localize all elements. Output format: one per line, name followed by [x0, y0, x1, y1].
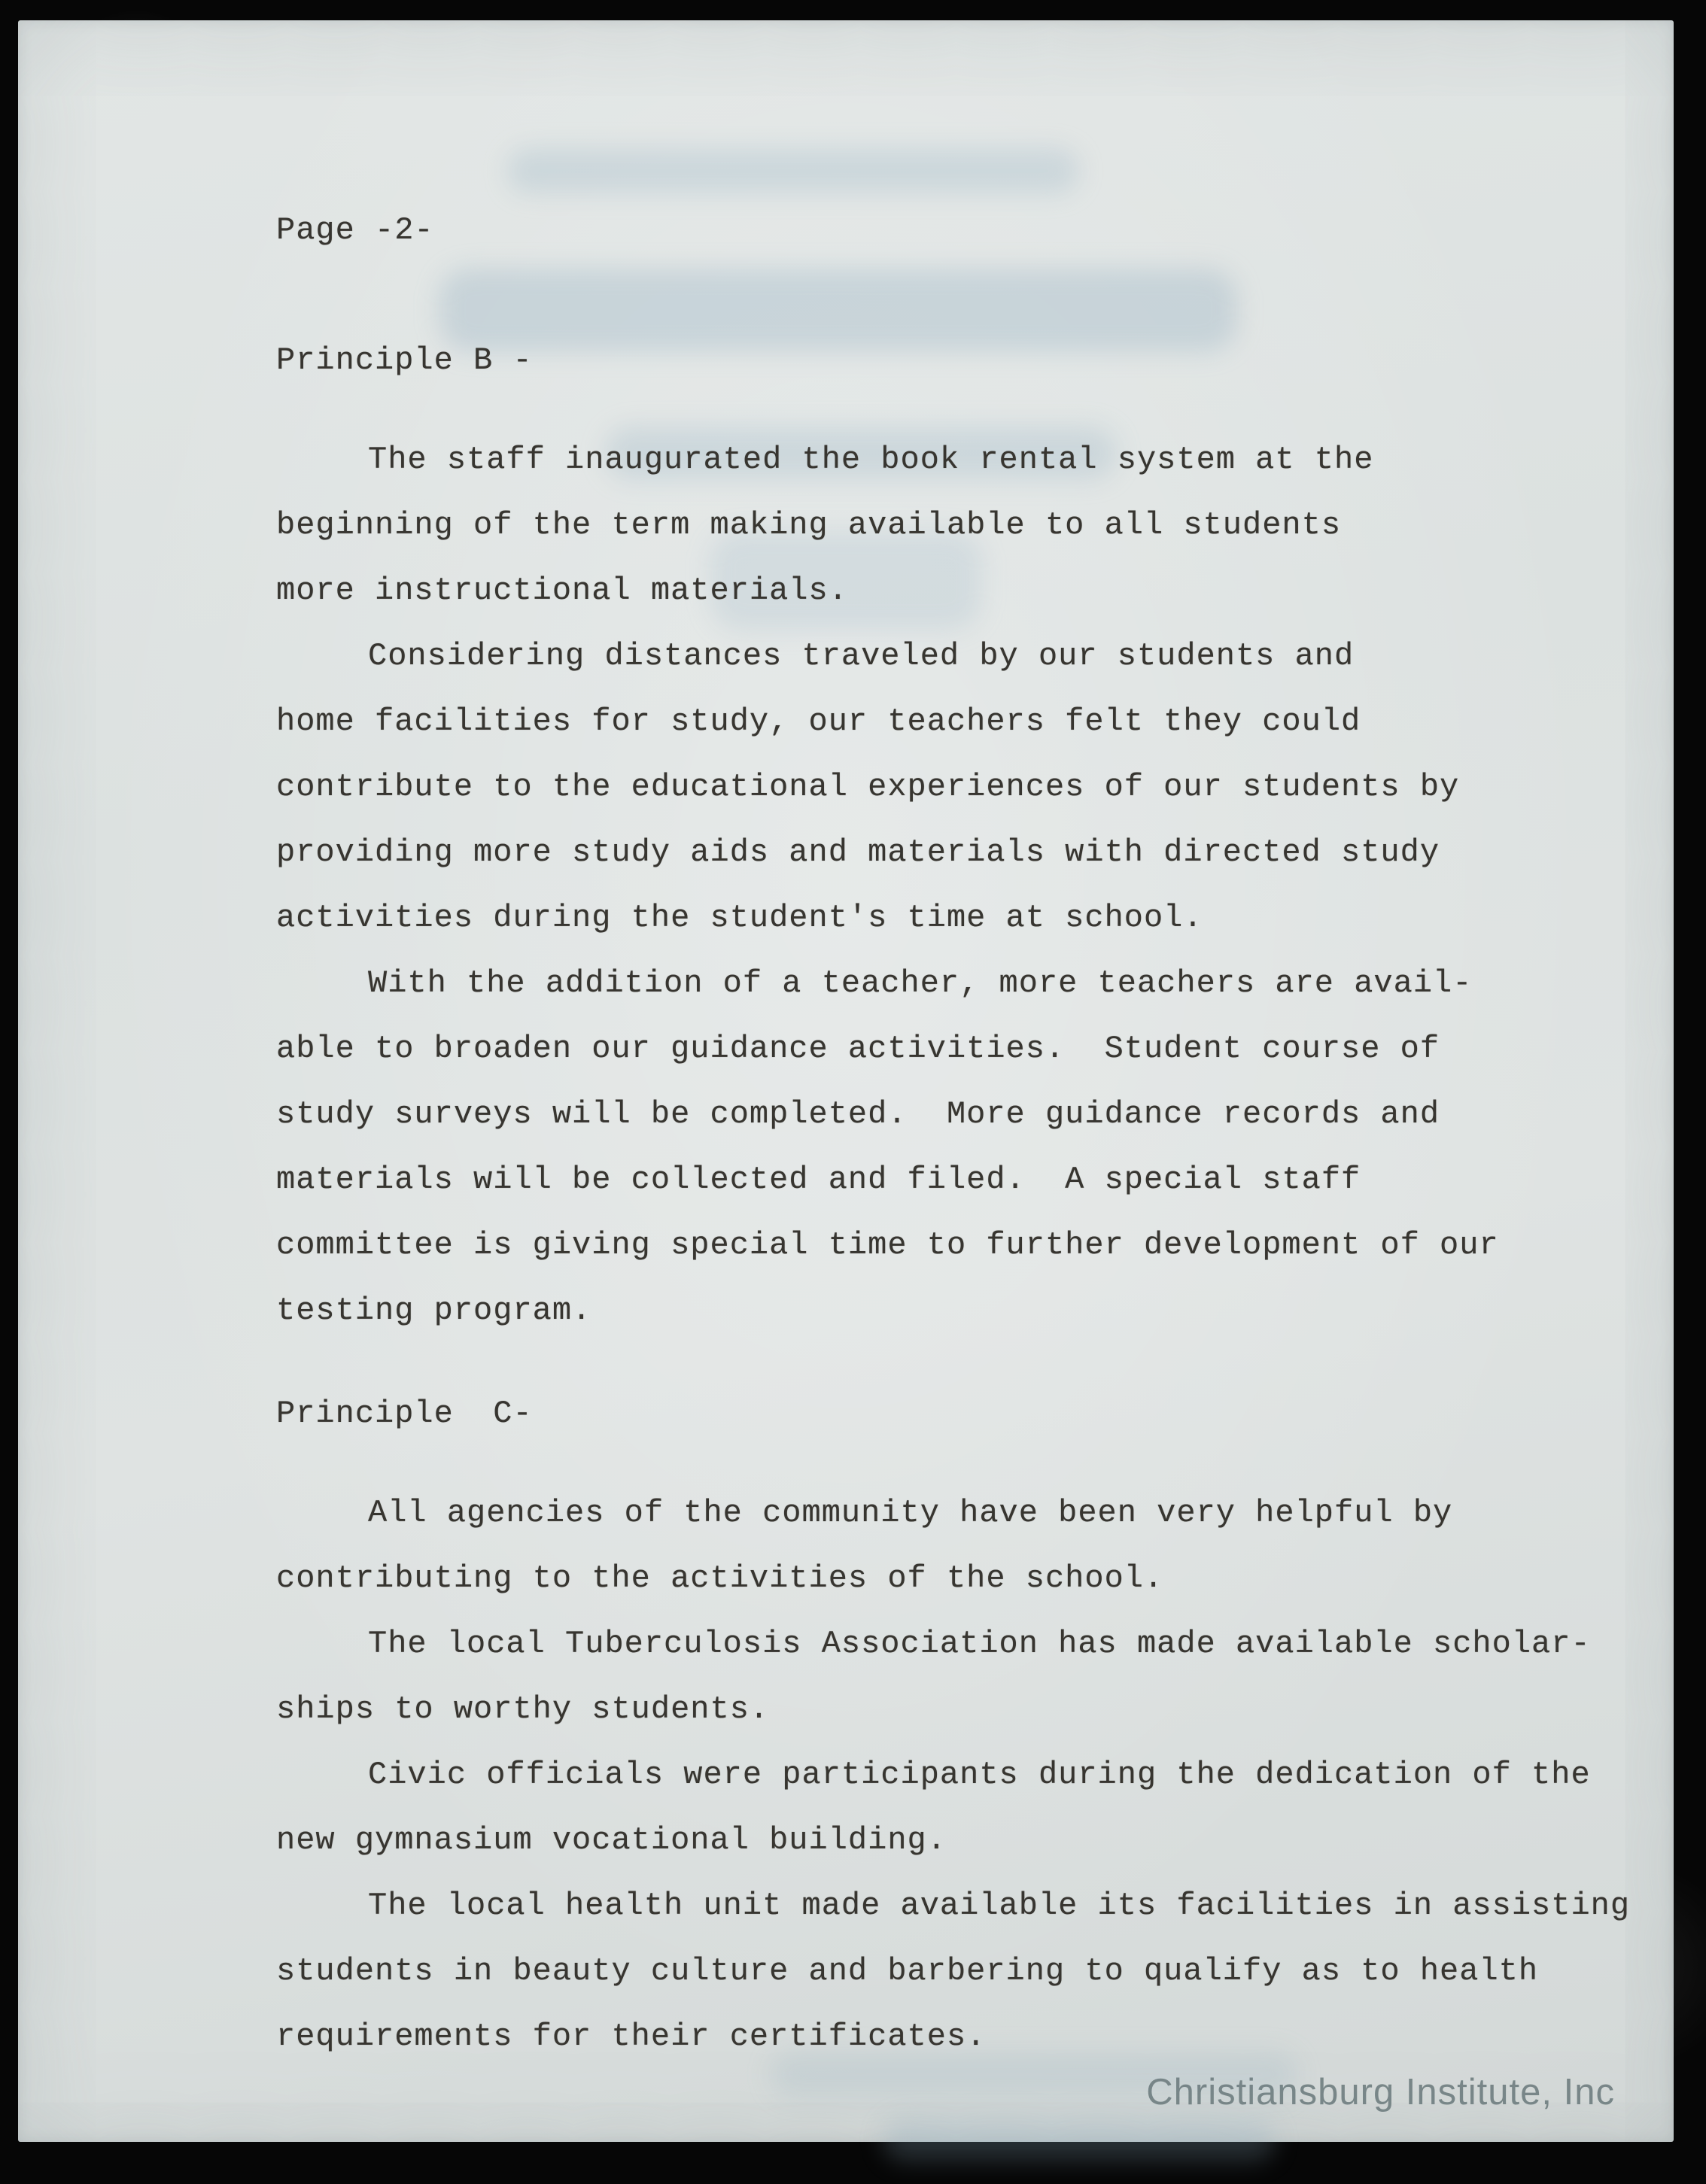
paragraph [276, 1481, 1661, 1611]
text-line: Civic officials were participants during the dedication of the [368, 1757, 1591, 1793]
text-line: more instructional materials. [276, 573, 848, 609]
document-body [276, 328, 1661, 2070]
text-line: With the addition of a teacher, more teachers are avail- [368, 965, 1473, 1001]
text-line: contributing to the activities of the school. [276, 1560, 1164, 1596]
text-line: students in beauty culture and barbering to qualify as to health [276, 1953, 1539, 1989]
text-line: new gymnasium vocational building. [276, 1822, 947, 1858]
paragraph [276, 1611, 1661, 1742]
text-line: requirements for their certificates. [276, 2018, 987, 2055]
text-line: The staff inaugurated the book rental system at the [368, 442, 1374, 478]
text-line: All agencies of the community have been very helpful by [368, 1495, 1453, 1531]
text-line: activities during the student's time at school. [276, 900, 1203, 936]
bleedthrough-ghost [507, 148, 1079, 193]
text-line: providing more study aids and materials with directed study [276, 834, 1440, 870]
text-line: home facilities for study, our teachers felt they could [276, 703, 1361, 740]
text-line: materials will be collected and filed. A special staff [276, 1162, 1361, 1198]
paragraph [276, 1742, 1661, 1873]
paragraph [276, 624, 1661, 951]
paragraph [276, 427, 1661, 624]
section-heading: Principle B - [276, 342, 533, 378]
text-line: able to broaden our guidance activities. Student course of [276, 1031, 1440, 1067]
text-line: ships to worthy students. [276, 1691, 770, 1727]
text-line: The local health unit made available its facilities in assisting [368, 1888, 1631, 1924]
paragraph [276, 1873, 1661, 2070]
page-number: Page -2- [276, 212, 434, 248]
text-line: testing program. [276, 1292, 592, 1329]
text-line: The local Tuberculosis Association has made available scholar- [368, 1626, 1591, 1662]
bleedthrough-ghost [883, 2119, 1275, 2161]
paper-sheet [18, 20, 1674, 2142]
document-content [276, 198, 1661, 2070]
text-line: beginning of the term making available to all students [276, 507, 1342, 543]
paragraph [276, 951, 1661, 1344]
text-line: committee is giving special time to further development of our [276, 1227, 1499, 1263]
text-line: contribute to the educational experiences of our students by [276, 769, 1460, 805]
text-line: Considering distances traveled by our students and [368, 638, 1355, 674]
archive-watermark: Christiansburg Institute, Inc [1146, 2072, 1615, 2113]
section-heading: Principle C- [276, 1396, 533, 1432]
text-line: study surveys will be completed. More guidance records and [276, 1096, 1440, 1132]
